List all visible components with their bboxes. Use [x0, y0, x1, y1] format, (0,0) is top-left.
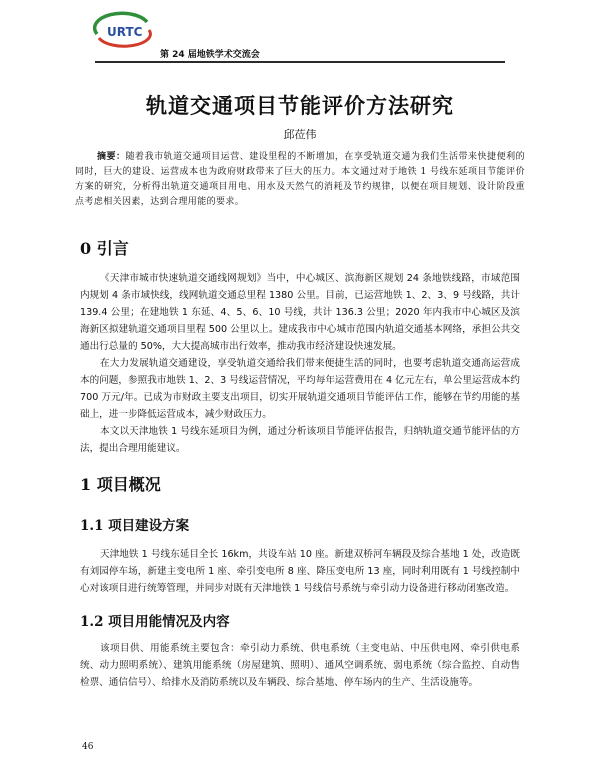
subsection-heading-1-2: 1.2 项目用能情况及内容: [80, 614, 230, 630]
abstract-label: 摘要：: [97, 152, 126, 162]
logo-text: URTC: [107, 25, 143, 39]
subsection-1-2-paragraph: 该项目供、用能系统主要包含：牵引动力系统、供电系统（主变电站、中压供电网、牵引供电系统、动力照明系统）、建筑用能系统（房屋建筑、照明）、通风空调系统、弱电系统（综合监控、自动售检票、通信信号）、给排水及消防系统以及车辆段、综合基地、停车场内的生产、生活设施等。: [80, 643, 520, 688]
paper-title: 轨道交通项目节能评价方法研究: [146, 94, 454, 118]
intro-paragraph-3: 本文以天津地铁 1 号线东延项目为例，通过分析该项目节能评估报告，归纳轨道交通节能评估的方法，提出合理用能建议。: [80, 426, 520, 454]
subsection-heading-1-1: 1.1 项目建设方案: [80, 518, 190, 534]
header-rule: [95, 61, 505, 63]
urtc-logo: [93, 10, 155, 48]
section-heading-intro: 0 引言: [80, 239, 129, 258]
page-number: 46: [82, 742, 94, 752]
conference-name: 第 24 届地铁学术交流会: [160, 50, 260, 60]
section-heading-overview: 1 项目概况: [80, 475, 161, 494]
author: 邱莅伟: [283, 128, 317, 141]
subsection-1-1-paragraph: 天津地铁 1 号线东延目全长 16km，共设车站 10 座。新建双桥河车辆段及综合基地 1 处，改造既有刘园停车场，新建主变电所 1 座、牵引变电所 8 座、降压变电所 13 座，同时利用既有 1 号线控制中心对该项目进行统筹管理，并同步对既有天津地铁 1 号线信号系统与牵引动力设备进行移动闭塞改造。: [80, 549, 520, 594]
abstract-text: 随着我市轨道交通项目运营、建设里程的不断增加，在享受轨道交通为我们生活带来快捷便利的同时，巨大的建设、运营成本也为政府财政带来了巨大的压力。本文通过对于地铁 1 号线东延项目节能评价方案的研究，分析得出轨道交通项目用电、用水及天然气的消耗及节约规律，以便在项目规划、设计阶段重点考虑相关因素，达到合理用能的要求。: [75, 152, 525, 207]
abstract: [75, 150, 525, 210]
intro-paragraph-1: 《天津市城市快速轨道交通线网规划》当中，中心城区、滨海新区规划 24 条地铁线路，市域范围内规划 4 条市域快线，线网轨道交通总里程 1380 公里。目前，已运营地铁 1、2、3、9 号线路，共计 139.4 公里；在建地铁 1 东延、4、5、6、10 号线，共计 136.3 公里；2020 年内我市中心城区及滨海新区拟建轨道交通项目里程 500 公里以上。建成我市中心城市范围内轨道交通基本网络，承担公共交通出行总量的 50%，大大提高城市出行效率，推动我市经济建设快速发展。: [80, 273, 520, 352]
intro-paragraph-2: 在大力发展轨道交通建设，享受轨道交通给我们带来便捷生活的同时，也要考虑轨道交通高运营成本的问题，参照我市地铁 1、2、3 号线运营情况，平均每年运营费用在 4 亿元左右，单公里运营成本约 700 万元/年。已成为市财政主要支出项目，切实开展轨道交通项目节能评估工作，能够在节约用能的基础上，进一步降低运营成本，减少财政压力。: [80, 358, 520, 420]
